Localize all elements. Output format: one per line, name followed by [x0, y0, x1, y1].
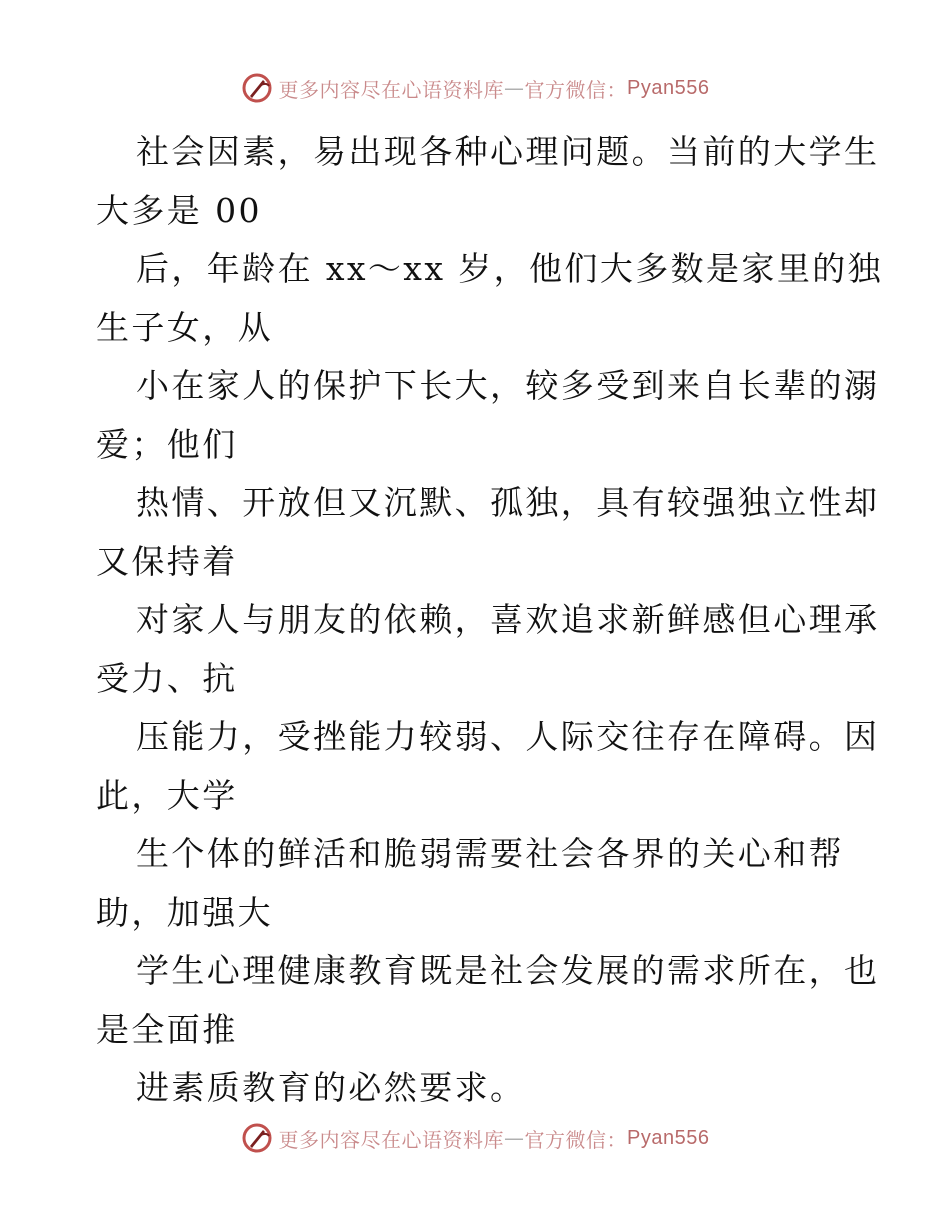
- text-line: 生个体的鲜活和脆弱需要社会各界的关心和帮: [136, 834, 844, 873]
- quill-logo-icon: [241, 72, 273, 104]
- text-line: 社会因素，易出现各种心理问题。当前的大学生: [136, 132, 880, 171]
- text-line: 进素质教育的必然要求。: [136, 1068, 526, 1107]
- footer-watermark: [0, 1122, 950, 1154]
- watermark-separator: —: [504, 1126, 525, 1150]
- text-line: 热情、开放但又沉默、孤独，具有较强独立性却: [136, 483, 880, 522]
- watermark-brand: 更多内容尽在心语资料库: [278, 77, 505, 102]
- text-line: 助，加强大: [96, 892, 273, 932]
- text-line: 爱；他们: [96, 424, 238, 464]
- text-line: 学生心理健康教育既是社会发展的需求所在，也: [136, 951, 880, 990]
- document-body: [96, 123, 884, 1118]
- text-line: 后，年龄在 xx～xx 岁，他们大多数是家里的独: [136, 249, 884, 288]
- text-line: 又保持着: [96, 541, 238, 581]
- text-line: 此，大学: [96, 775, 238, 815]
- text-line: 压能力，受挫能力较弱、人际交往存在障碍。因: [136, 717, 880, 756]
- watermark-label: 官方微信：: [524, 77, 628, 102]
- text-line: 生子女，从: [96, 307, 273, 347]
- text-line: 是全面推: [96, 1009, 238, 1049]
- watermark-brand: 更多内容尽在心语资料库: [278, 1127, 505, 1152]
- text-line: 受力、抗: [96, 658, 238, 698]
- text-line: 大多是 00: [96, 190, 262, 230]
- watermark-id: Pyan556: [627, 76, 710, 99]
- watermark-separator: —: [504, 76, 525, 100]
- text-line: 对家人与朋友的依赖，喜欢追求新鲜感但心理承: [136, 600, 880, 639]
- header-watermark: [0, 72, 950, 104]
- text-line: 小在家人的保护下长大，较多受到来自长辈的溺: [136, 366, 880, 405]
- watermark-id: Pyan556: [627, 1126, 710, 1149]
- watermark-label: 官方微信：: [524, 1127, 628, 1152]
- quill-logo-icon: [241, 1122, 273, 1154]
